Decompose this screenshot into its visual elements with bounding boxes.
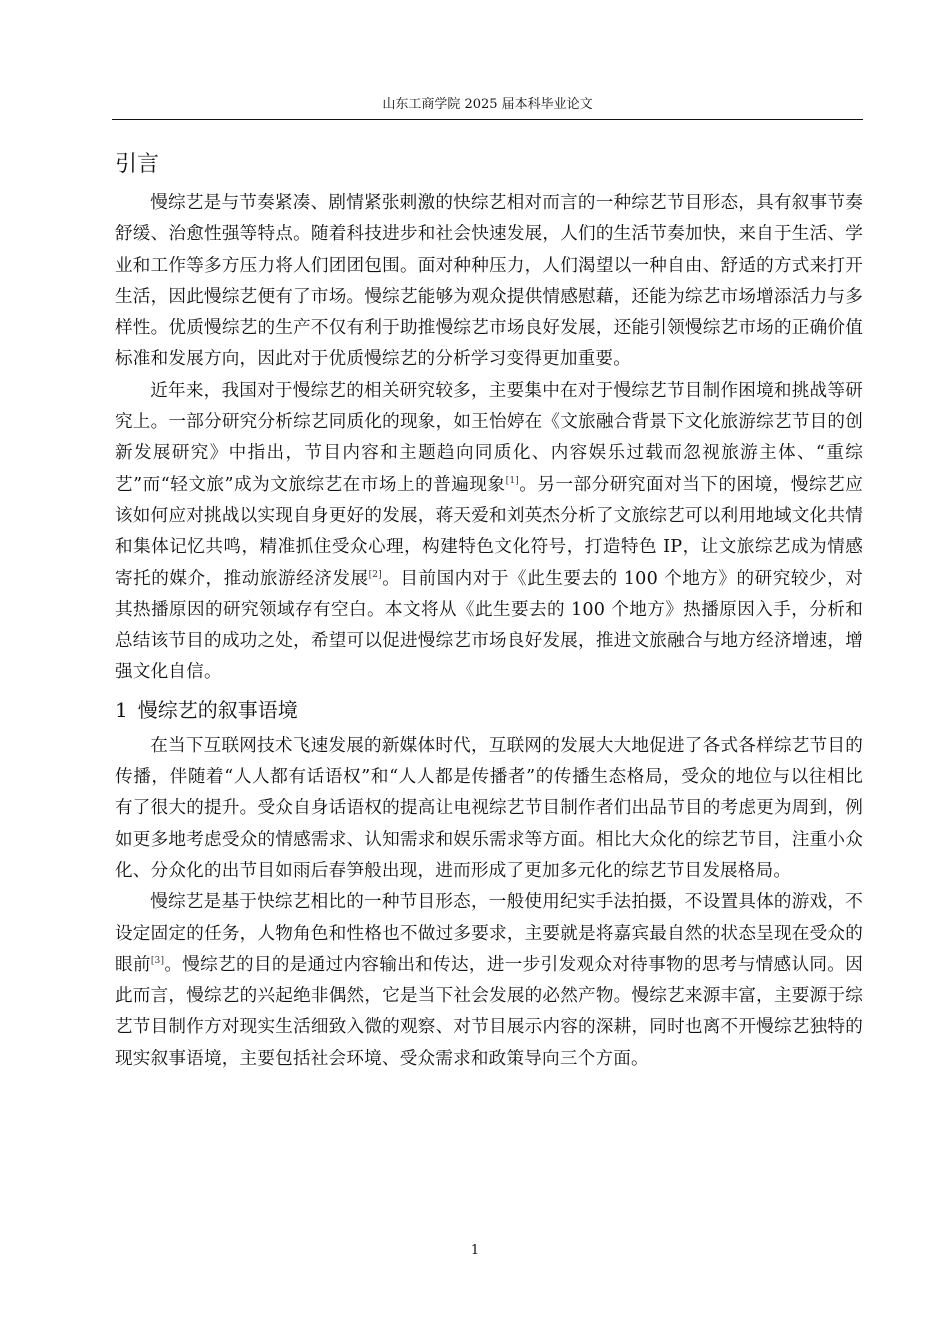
citation-ref[interactable]: [2] — [368, 569, 382, 580]
section-heading-text: 慢综艺的叙事语境 — [137, 697, 298, 722]
citation-ref[interactable]: [1] — [505, 475, 519, 486]
running-header: 山东工商学院 2025 届本科毕业论文 — [382, 97, 593, 112]
paragraph — [115, 731, 863, 887]
text-run: 。另一部分研究面对当下的困境，慢综艺应该如何应对挑战以实现自身更好的发展，蒋天爱和刘英杰分析了文旅综艺可以利用地域文化共情和集体记忆共鸣，精准抓住受众心理，构建特色文化符号，打造特色 IP，让文旅综艺成为情感寄托的媒介，推动旅游经济发展 — [115, 474, 863, 589]
text-run: 。目前国内对于《此生要去的 100 个地方》的研究较少，对其热播原因的研究领域存有空白。本文将从《此生要去的 100 个地方》热播原因入手，分析和总结该节目的成功之处，希望可以促进慢综艺市场良好发展，推进文旅融合与地方经济增速，增强文化自信。 — [115, 568, 863, 683]
text-run: 。慢综艺的目的是通过内容输出和传达，进一步引发观众对待事物的思考与情感认同。因此而言，慢综艺的兴起绝非偶然，它是当下社会发展的必然产物。慢综艺来源丰富，主要源于综艺节目制作方对现实生活细致入微的观察、对节目展示内容的深耕，同时也离不开慢综艺独特的现实叙事语境，主要包括社会环境、受众需求和政策导向三个方面。 — [115, 954, 863, 1069]
paragraph — [115, 188, 863, 376]
text-run: 慢综艺是与节奏紧凑、剧情紧张刺激的快综艺相对而言的一种综艺节目形态，具有叙事节奏舒缓、治愈性强等特点。随着科技进步和社会快速发展，人们的生活节奏加快，来自于生活、学业和工作等多方压力将人们团团包围。面对种种压力，人们渴望以一种自由、舒适的方式来打开生活，因此慢综艺便有了市场。慢综艺能够为观众提供情感慰藉，还能为综艺市场增添活力与多样性。优质慢综艺的生产不仅有利于助推慢综艺市场良好发展，还能引领慢综艺市场的正确价值标准和发展方向，因此对于优质慢综艺的分析学习变得更加重要。 — [115, 193, 863, 370]
header-rule — [112, 119, 863, 120]
page-number: 1 — [470, 1243, 480, 1258]
section-number: 1 — [115, 697, 128, 722]
paragraph — [115, 376, 863, 689]
section-title-introduction: 引言 — [115, 152, 160, 177]
text-run: 近年来，我国对于慢综艺的相关研究较多，主要集中在对于慢综艺节目制作困境和挑战等研究上。一部分研究分析综艺同质化的现象，如王怡婷在《文旅融合背景下文化旅游综艺节目的创新发展研究》中指出，节目内容和主题趋向同质化、内容娱乐过载而忽视旅游主体、“重综艺”而“轻文旅”成为文旅综艺在市场上的普遍现象 — [115, 380, 863, 495]
text-run: 慢综艺是基于快综艺相比的一种节目形态，一般使用纪实手法拍摄，不设置具体的游戏，不设定固定的任务，人物角色和性格也不做过多要求，主要就是将嘉宾最自然的状态呈现在受众的眼前 — [115, 892, 863, 975]
paper-body — [115, 144, 863, 1075]
paragraph — [115, 887, 863, 1075]
citation-ref[interactable]: [3] — [150, 955, 165, 966]
section-title-1 — [115, 691, 863, 729]
text-run: 在当下互联网技术飞速发展的新媒体时代，互联网的发展大大地促进了各式各样综艺节目的传播，伴随着“人人都有话语权”和“人人都是传播者”的传播生态格局，受众的地位与以往相比有了很大的提升。受众自身话语权的提高让电视综艺节目制作者们出品节目的考虑更为周到，例如更多地考虑受众的情感需求、认知需求和娱乐需求等方面。相比大众化的综艺节目，注重小众化、分众化的出节目如雨后春笋般出现，进而形成了更加多元化的综艺节目发展格局。 — [115, 735, 863, 881]
